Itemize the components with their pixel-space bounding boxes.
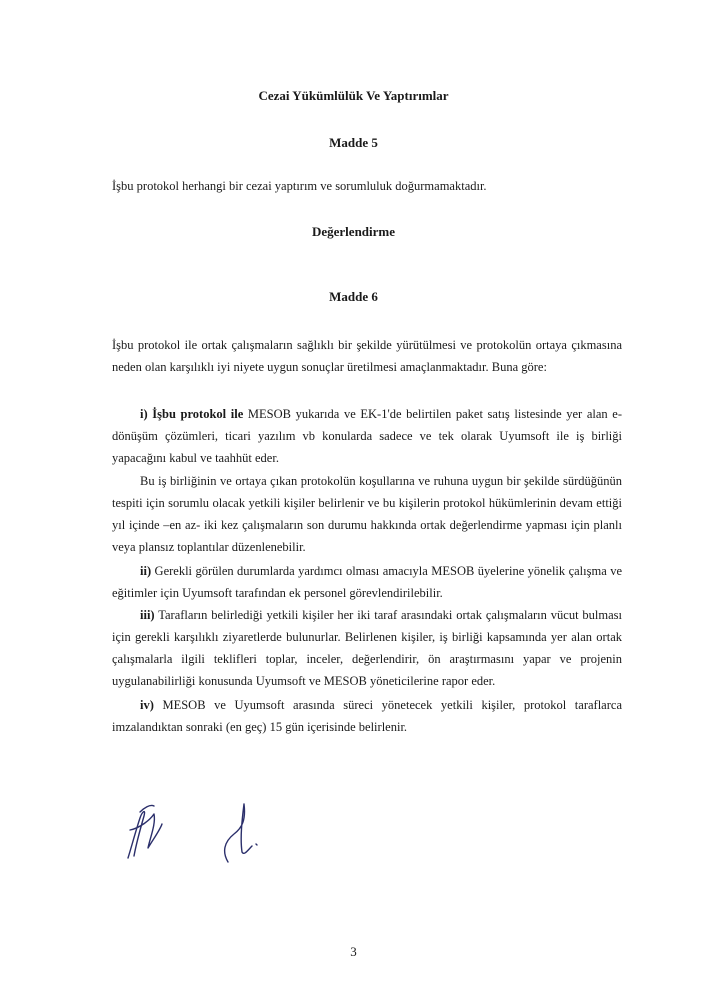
item-iii-label: iii) (140, 608, 155, 622)
item-ii-text: Gerekli görülen durumlarda yardımcı olması amacıyla MESOB üyelerine yönelik çalışma ve eğitimler için Uyumsoft tarafından ek personel görevlendirilebilir. (112, 564, 622, 600)
item-iii-text: Tarafların belirlediği yetkili kişiler her iki taraf arasındaki ortak çalışmaların vücut bulması için gerekli karşılıklı ziyaretlerde bulunurlar. Belirlenen kişiler, iş birliği kapsamında yer alan ortak çalışmalarla ilgili teklifleri toplar, inceler, değerlendirir, ön araştırmasını yapar ve projenin uygulanabilirliği konusunda Uyumsoft ve MESOB yöneticilerine rapor eder. (112, 608, 622, 688)
madde6-intro: İşbu protokol ile ortak çalışmaların sağlıklı bir şekilde yürütülmesi ve protokolün ortaya çıkmasına neden olan karşılıklı iyi niyete uygun sonuçlar üretilmesi amaçlanmaktadır. Buna göre: (112, 338, 622, 374)
item-i-text: MESOB yukarıda ve EK-1'de belirtilen paket satış listesinde yer alan e-dönüşüm çözümleri, ticari yazılım vb konularda sadece ve tek olarak Uyumsoft ile iş birliği yapacağını kabul ve taahhüt eder. (112, 407, 622, 465)
item-i (112, 403, 622, 469)
page-number: 3 (350, 944, 357, 959)
item-i-continued: Bu iş birliğinin ve ortaya çıkan protokolün koşullarına ve ruhuna uygun bir şekilde sürdüğünün tespiti için sorumlu olacak yetkili kişiler belirlenir ve bu kişilerin protokol hükümlerinin devam ettiği yıl içinde –en az- iki kez çalışmaların son durumu hakkında ortak değerlendirme yapması için planlı veya plansız toplantılar düzenlenebilir. (112, 474, 622, 554)
madde6-title: Madde 6 (329, 289, 378, 304)
item-ii-label: ii) (140, 564, 152, 578)
madde5-title: Madde 5 (329, 135, 378, 150)
item-i-label: i) İşbu protokol ile (140, 407, 244, 421)
signatures (110, 790, 310, 870)
section2-title: Değerlendirme (311, 224, 396, 239)
signature-2 (225, 804, 257, 862)
item-iv (112, 694, 622, 738)
madde5-text: İşbu protokol herhangi bir cezai yaptırım ve sorumluluk doğurmamaktadır. (112, 179, 487, 193)
item-iii (112, 604, 622, 692)
section-title: Cezai Yükümlülük Ve Yaptırımlar (258, 88, 449, 103)
item-iv-text: MESOB ve Uyumsoft arasında süreci yönetecek yetkili kişiler, protokol taraflarca imzalandıktan sonraki (en geç) 15 gün içerisinde belirlenir. (112, 698, 622, 734)
item-iv-label: iv) (140, 698, 154, 712)
signature-1 (128, 805, 162, 858)
item-ii (112, 560, 622, 604)
signature-marks (110, 790, 310, 870)
